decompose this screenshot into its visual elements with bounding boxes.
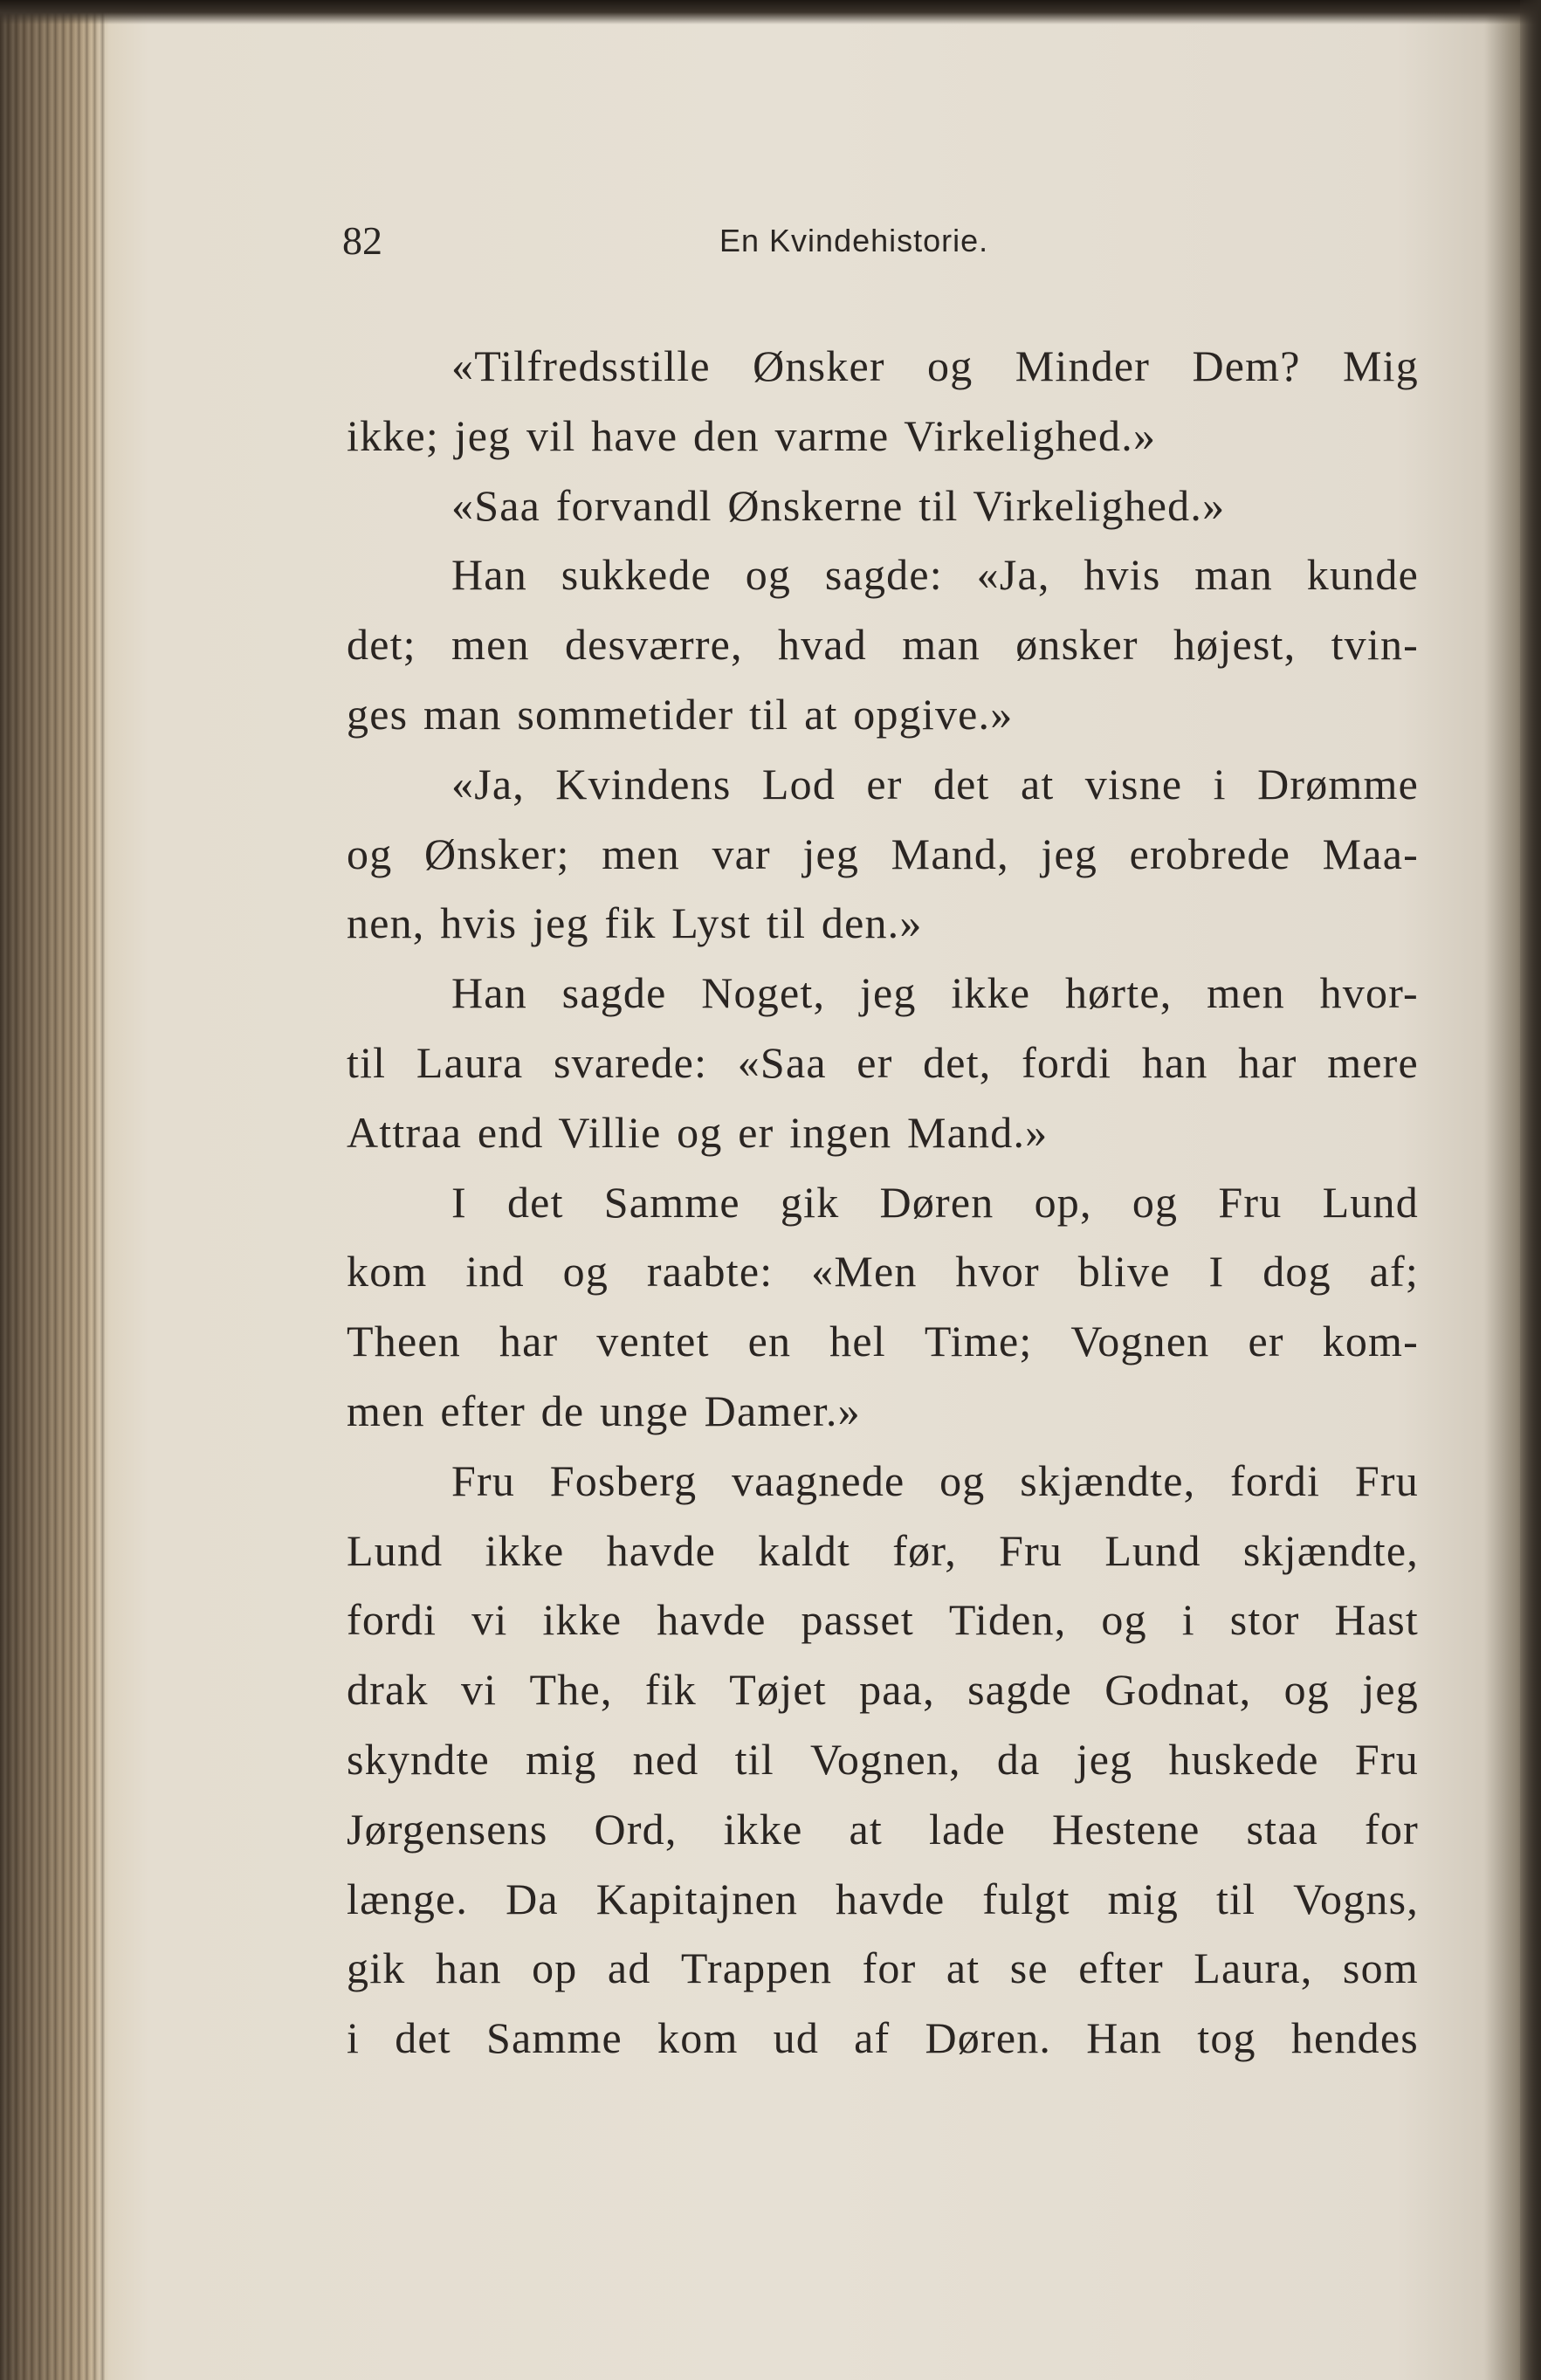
text-line: drak vi The, fik Tøjet paa, sagde Godnat, og jeg [347,1665,1419,1715]
text-line: til Laura svarede: «Saa er det, fordi han har mere [347,1037,1419,1087]
text-line: skyndte mig ned til Vognen, da jeg huskede Fru [347,1734,1419,1784]
text-line: gik han op ad Trappen for at se efter Laura, som [347,1943,1419,1993]
text-line: nen, hvis jeg fik Lyst til den.» [347,898,923,948]
text-line: Lund ikke havde kaldt før, Fru Lund skjændte, [347,1525,1419,1575]
text-line: «Saa forvandl Ønskerne til Virkelighed.» [451,480,1226,530]
text-line: Han sagde Noget, jeg ikke hørte, men hvor- [451,968,1419,1018]
text-line: «Ja, Kvindens Lod er det at visne i Drømme [451,759,1419,808]
text-line: «Tilfredsstille Ønsker og Minder Dem? Mig [451,341,1419,390]
text-line: kom ind og raabte: «Men hvor blive I dog af; [347,1247,1419,1297]
text-line: ikke; jeg vil have den varme Virkelighed.» [347,410,1157,460]
text-line: det; men desværre, hvad man ønsker højest, tvin- [347,620,1419,670]
text-line: men efter de unge Damer.» [347,1386,861,1435]
text-line: Theen har ventet en hel Time; Vognen er kom- [347,1317,1419,1366]
text-line: Fru Fosberg vaagnede og skjændte, fordi Fru [451,1455,1419,1505]
text-line: ges man sommetider til at opgive.» [347,689,1014,739]
body-text [347,332,1419,2074]
book-edge-right [1520,0,1541,2380]
text-line: fordi vi ikke havde passet Tiden, og i stor Hast [347,1595,1419,1645]
page-top-shadow [0,0,1541,24]
text-line: længe. Da Kapitajnen havde fulgt mig til Vogns, [347,1874,1419,1923]
page-header [342,215,1416,276]
text-line: i det Samme kom ud af Døren. Han tog hendes [347,2013,1419,2063]
page-number: 82 [342,218,382,263]
text-line: og Ønsker; men var jeg Mand, jeg erobrede Maa- [347,829,1419,878]
book-edge-left [0,0,105,2380]
running-title: En Kvindehistorie. [719,223,989,258]
text-line: Han sukkede og sagde: «Ja, hvis man kunde [451,550,1419,600]
text-line: Jørgensens Ord, ikke at lade Hestene staa for [347,1804,1419,1854]
text-line: Attraa end Villie og er ingen Mand.» [347,1107,1049,1157]
text-line: I det Samme gik Døren op, og Fru Lund [451,1177,1419,1227]
